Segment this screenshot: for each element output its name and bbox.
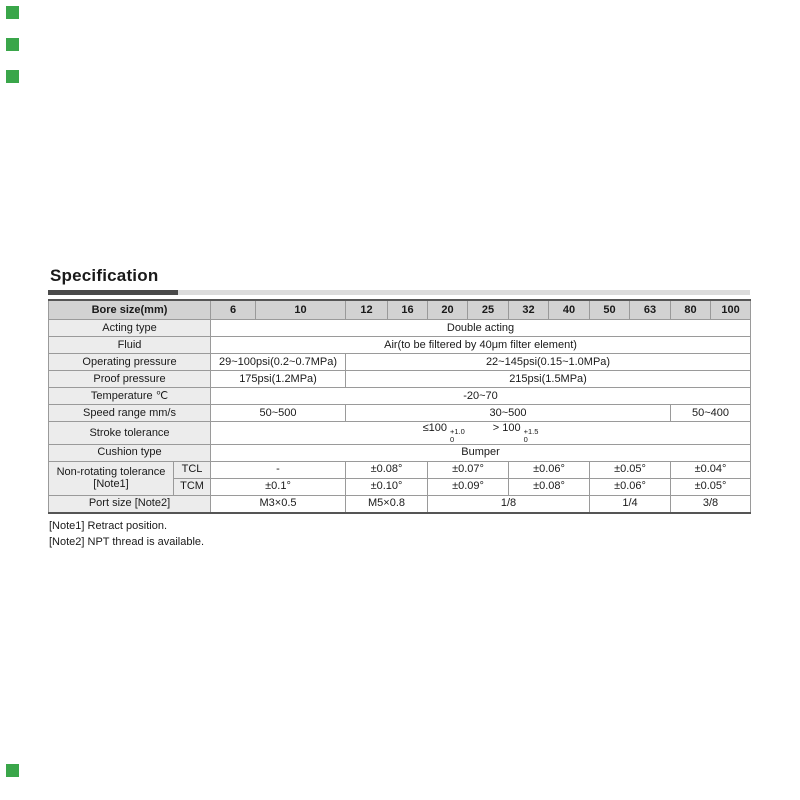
row-port-size	[49, 495, 751, 513]
stroke-tolerance-gt-upper: +1.5	[523, 427, 539, 436]
tcl-value-80-100: ±0.04°	[671, 461, 751, 478]
operating-pressure-large-bore: 22~145psi(0.15~1.0MPa)	[346, 354, 751, 371]
speed-range-large: 50~400	[671, 405, 751, 422]
port-size-80-100: 3/8	[671, 495, 751, 513]
tcl-value-32-40: ±0.06°	[509, 461, 590, 478]
header-bore-50: 50	[590, 300, 630, 320]
header-bore-size-label: Bore size(mm)	[49, 300, 211, 320]
row-proof-pressure	[49, 371, 751, 388]
tcm-value-32-40: ±0.08°	[509, 478, 590, 495]
header-bore-10: 10	[256, 300, 346, 320]
green-corner-marker	[6, 6, 19, 19]
stroke-tolerance-value	[211, 422, 751, 445]
header-bore-16: 16	[388, 300, 428, 320]
section-underline	[48, 290, 750, 295]
stroke-tolerance-gt-lower: 0	[523, 434, 528, 444]
row-temperature	[49, 388, 751, 405]
port-size-50-63: 1/4	[590, 495, 671, 513]
header-bore-63: 63	[630, 300, 671, 320]
specification-table	[48, 299, 751, 514]
header-bore-20: 20	[428, 300, 468, 320]
table-header-row	[49, 300, 751, 320]
temperature-value: -20~70	[211, 388, 751, 405]
row-non-rotating-tcl	[49, 461, 751, 478]
tcl-value-20-25: ±0.07°	[428, 461, 509, 478]
tcl-value-6-10: -	[211, 461, 346, 478]
port-size-20-40: 1/8	[428, 495, 590, 513]
green-corner-marker	[6, 70, 19, 83]
operating-pressure-small-bore: 29~100psi(0.2~0.7MPa)	[211, 354, 346, 371]
proof-pressure-small-bore: 175psi(1.2MPa)	[211, 371, 346, 388]
port-size-6-10: M3×0.5	[211, 495, 346, 513]
fluid-value: Air(to be filtered by 40μm filter element)	[211, 337, 751, 354]
stroke-tolerance-le: ≤100	[422, 422, 447, 434]
specification-section	[48, 266, 750, 551]
footnote-2: [Note2] NPT thread is available.	[49, 535, 205, 548]
row-operating-pressure	[49, 354, 751, 371]
non-rotating-label-line2: [Note1]	[93, 478, 129, 491]
tcl-value-50-63: ±0.05°	[590, 461, 671, 478]
port-size-12-16: M5×0.8	[346, 495, 428, 513]
proof-pressure-large-bore: 215psi(1.5MPa)	[346, 371, 751, 388]
section-title: Specification	[50, 266, 159, 285]
fluid-label: Fluid	[49, 337, 211, 354]
tcl-label: TCL	[174, 461, 211, 478]
operating-pressure-label: Operating pressure	[49, 354, 211, 371]
cushion-type-label: Cushion type	[49, 444, 211, 461]
speed-range-label: Speed range mm/s	[49, 405, 211, 422]
tcm-value-50-63: ±0.06°	[590, 478, 671, 495]
stroke-tolerance-gt: > 100	[492, 422, 521, 434]
row-cushion-type	[49, 444, 751, 461]
tcm-value-12-16: ±0.10°	[346, 478, 428, 495]
header-bore-80: 80	[671, 300, 711, 320]
row-fluid	[49, 337, 751, 354]
row-stroke-tolerance	[49, 422, 751, 445]
tcm-value-6-10: ±0.1°	[211, 478, 346, 495]
stroke-tolerance-label: Stroke tolerance	[49, 422, 211, 445]
non-rotating-tolerance-label	[49, 461, 174, 495]
proof-pressure-label: Proof pressure	[49, 371, 211, 388]
row-acting-type	[49, 320, 751, 337]
stroke-tolerance-gt-limits	[524, 428, 539, 444]
temperature-label: Temperature ℃	[49, 388, 211, 405]
cushion-type-value: Bumper	[211, 444, 751, 461]
header-bore-6: 6	[211, 300, 256, 320]
header-bore-40: 40	[549, 300, 590, 320]
footnote-1: [Note1] Retract position.	[49, 519, 168, 532]
non-rotating-label-line1: Non-rotating tolerance	[56, 465, 166, 478]
tcm-label: TCM	[174, 478, 211, 495]
section-underline-accent	[48, 290, 178, 295]
speed-range-small: 50~500	[211, 405, 346, 422]
header-bore-100: 100	[711, 300, 751, 320]
stroke-tolerance-le-upper: +1.0	[449, 427, 465, 436]
port-size-label: Port size [Note2]	[49, 495, 211, 513]
row-speed-range	[49, 405, 751, 422]
stroke-tolerance-le-limits	[450, 428, 465, 444]
acting-type-label: Acting type	[49, 320, 211, 337]
speed-range-mid: 30~500	[346, 405, 671, 422]
stroke-tolerance-le-lower: 0	[449, 434, 455, 444]
header-bore-12: 12	[346, 300, 388, 320]
header-bore-25: 25	[468, 300, 509, 320]
tcm-value-20-25: ±0.09°	[428, 478, 509, 495]
green-corner-marker	[6, 764, 19, 777]
tcm-value-80-100: ±0.05°	[671, 478, 751, 495]
header-bore-32: 32	[509, 300, 549, 320]
tcl-value-12-16: ±0.08°	[346, 461, 428, 478]
acting-type-value: Double acting	[211, 320, 751, 337]
green-corner-marker	[6, 38, 19, 51]
footnotes	[48, 519, 750, 550]
